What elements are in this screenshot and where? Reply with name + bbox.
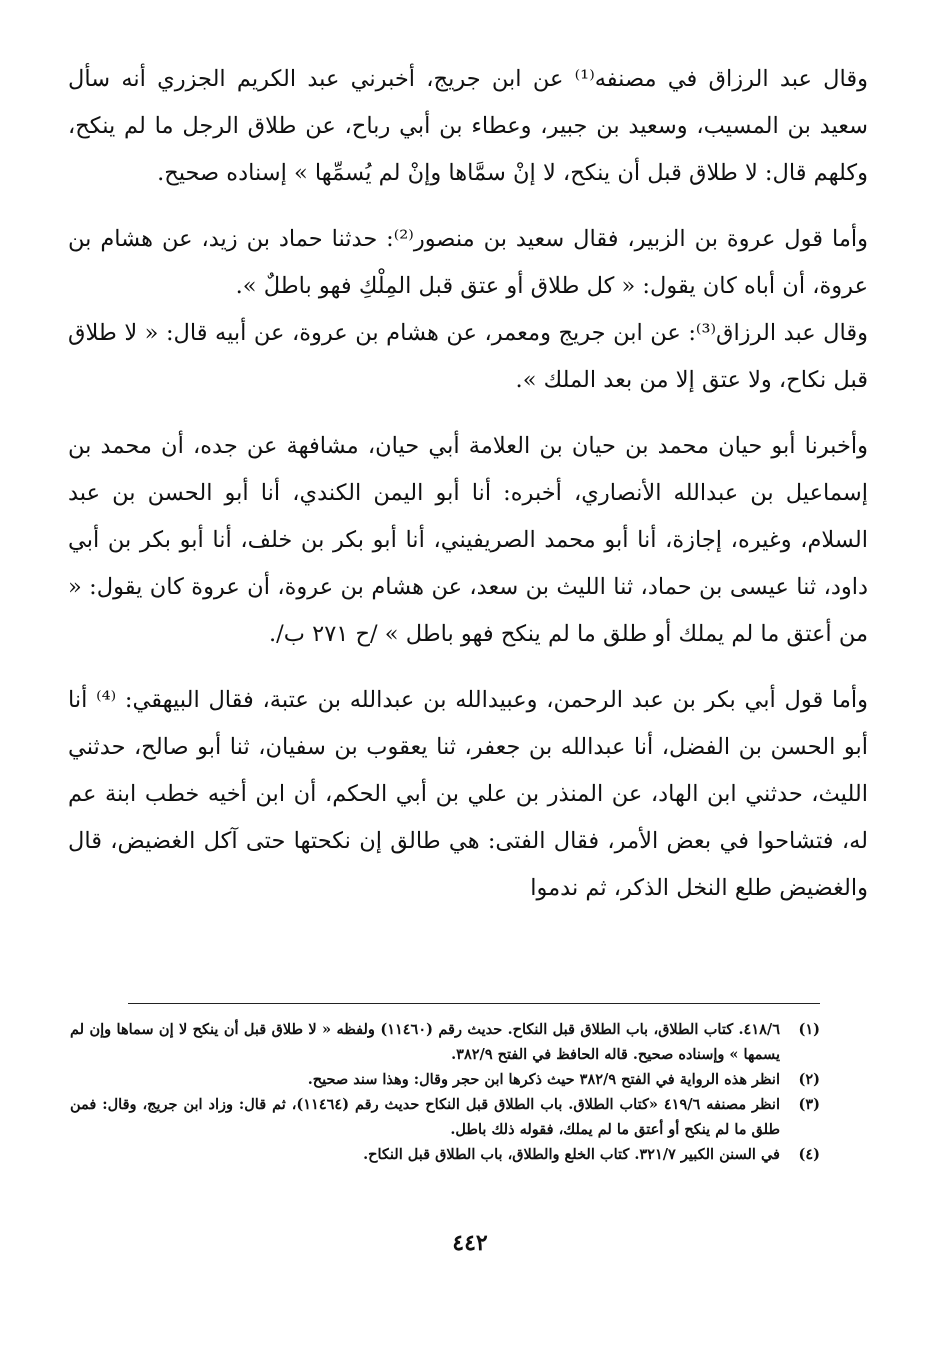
paragraph-abu-bakr: وأما قول أبي بكر بن عبد الرحمن، وعبيدالله بن عبدالله بن عتبة، فقال البيهقي: ⁽⁴⁾ أنا أبو الحسن بن الفضل، أنا عبدالله بن جعفر، ثنا يعقوب بن سفيان، ثنا أبو صالح، حدثني الليث، حدثني ابن الهاد، عن المنذر بن علي بن أبي الحكم، أن ابن أخيه خطب ابنة عم له، فتشاحوا في بعض الأمر، فقال الفتى: هي طالق إن نكحتها حتى آكل الغضيض، قال والغضيض طلع النخل الذكر، ثم ندموا [68, 687, 868, 901]
footnote-text: انظر مصنفه ٤١٩/٦ «كتاب الطلاق. باب الطلاق قبل النكاح حديث رقم (١١٤٦٤)، ثم قال: وزاد ابن جريج، وقال: فمن طلق ما لم ينكح أو أعتق ما لم يملك، فقوله ذلك باطل. [70, 1096, 780, 1138]
footnote-number: (٢) [798, 1071, 820, 1088]
footnote-divider [128, 1003, 820, 1004]
footnotes [70, 1017, 820, 1167]
page-number: ٤٤٢ [452, 1230, 488, 1256]
footnote-number: (٣) [798, 1096, 820, 1113]
footnote-number: (٤) [798, 1146, 820, 1163]
paragraph-abd-al-razzaq-2: وقال عبد الرزاق⁽³⁾: عن ابن جريج ومعمر، عن هشام بن عروة، عن أبيه قال: « لا طلاق قبل نكاح، ولا عتق إلا من بعد الملك ». [68, 320, 868, 393]
footnote-text: ٤١٨/٦. كتاب الطلاق، باب الطلاق قبل النكاح. حديث رقم (١١٤٦٠) ولفظه « لا طلاق قبل أن ينكح لا إن سماها وإن لم يسمها » وإسناده صحيح. قاله الحافظ في الفتح ٣٨٢/٩. [70, 1021, 780, 1063]
main-text [68, 56, 868, 912]
paragraph-urwa: وأما قول عروة بن الزبير، فقال سعيد بن منصور⁽²⁾: حدثنا حماد بن زيد، عن هشام بن عروة، أن أباه كان يقول: « كل طلاق أو عتق قبل المِلْكِ فهو باطلٌ ». [68, 226, 868, 299]
footnote-3 [70, 1092, 820, 1142]
footnote-4 [70, 1142, 820, 1167]
footnote-text: في السنن الكبير ٣٢١/٧. كتاب الخلع والطلاق، باب الطلاق قبل النكاح. [363, 1146, 780, 1163]
footnote-number: (١) [798, 1021, 820, 1038]
footnote-text: انظر هذه الرواية في الفتح ٣٨٢/٩ حيث ذكرها ابن حجر وقال: وهذا سند صحيح. [307, 1071, 780, 1088]
paragraph-abu-hayyan: وأخبرنا أبو حيان محمد بن حيان بن العلامة أبي حيان، مشافهة عن جده، أن محمد بن إسماعيل بن عبدالله الأنصاري، أخبره: أنا أبو اليمن الكندي، أنا أبو الحسن بن عبد السلام، وغيره، إجازة، أنا أبو محمد الصريفيني، أنا أبو بكر بن خلف، أنا أبو بكر بن أبي داود، ثنا عيسى بن حماد، ثنا الليث بن سعد، عن هشام بن عروة، أن عروة كان يقول: « من أعتق ما لم يملك أو طلق ما لم ينكح فهو باطل » /ح ٢٧١ ب/. [68, 433, 868, 647]
paragraph-abd-al-razzaq-1: وقال عبد الرزاق في مصنفه⁽¹⁾ عن ابن جريج، أخبرني عبد الكريم الجزري أنه سأل سعيد بن المسيب، وسعيد بن جبير، وعطاء بن أبي رباح، عن طلاق الرجل ما لم ينكح، وكلهم قال: لا طلاق قبل أن ينكح، لا إنْ سمَّاها وإنْ لم يُسمِّها » إسناده صحيح. [68, 66, 868, 186]
footnote-1 [70, 1017, 820, 1067]
footnote-2 [70, 1067, 820, 1092]
